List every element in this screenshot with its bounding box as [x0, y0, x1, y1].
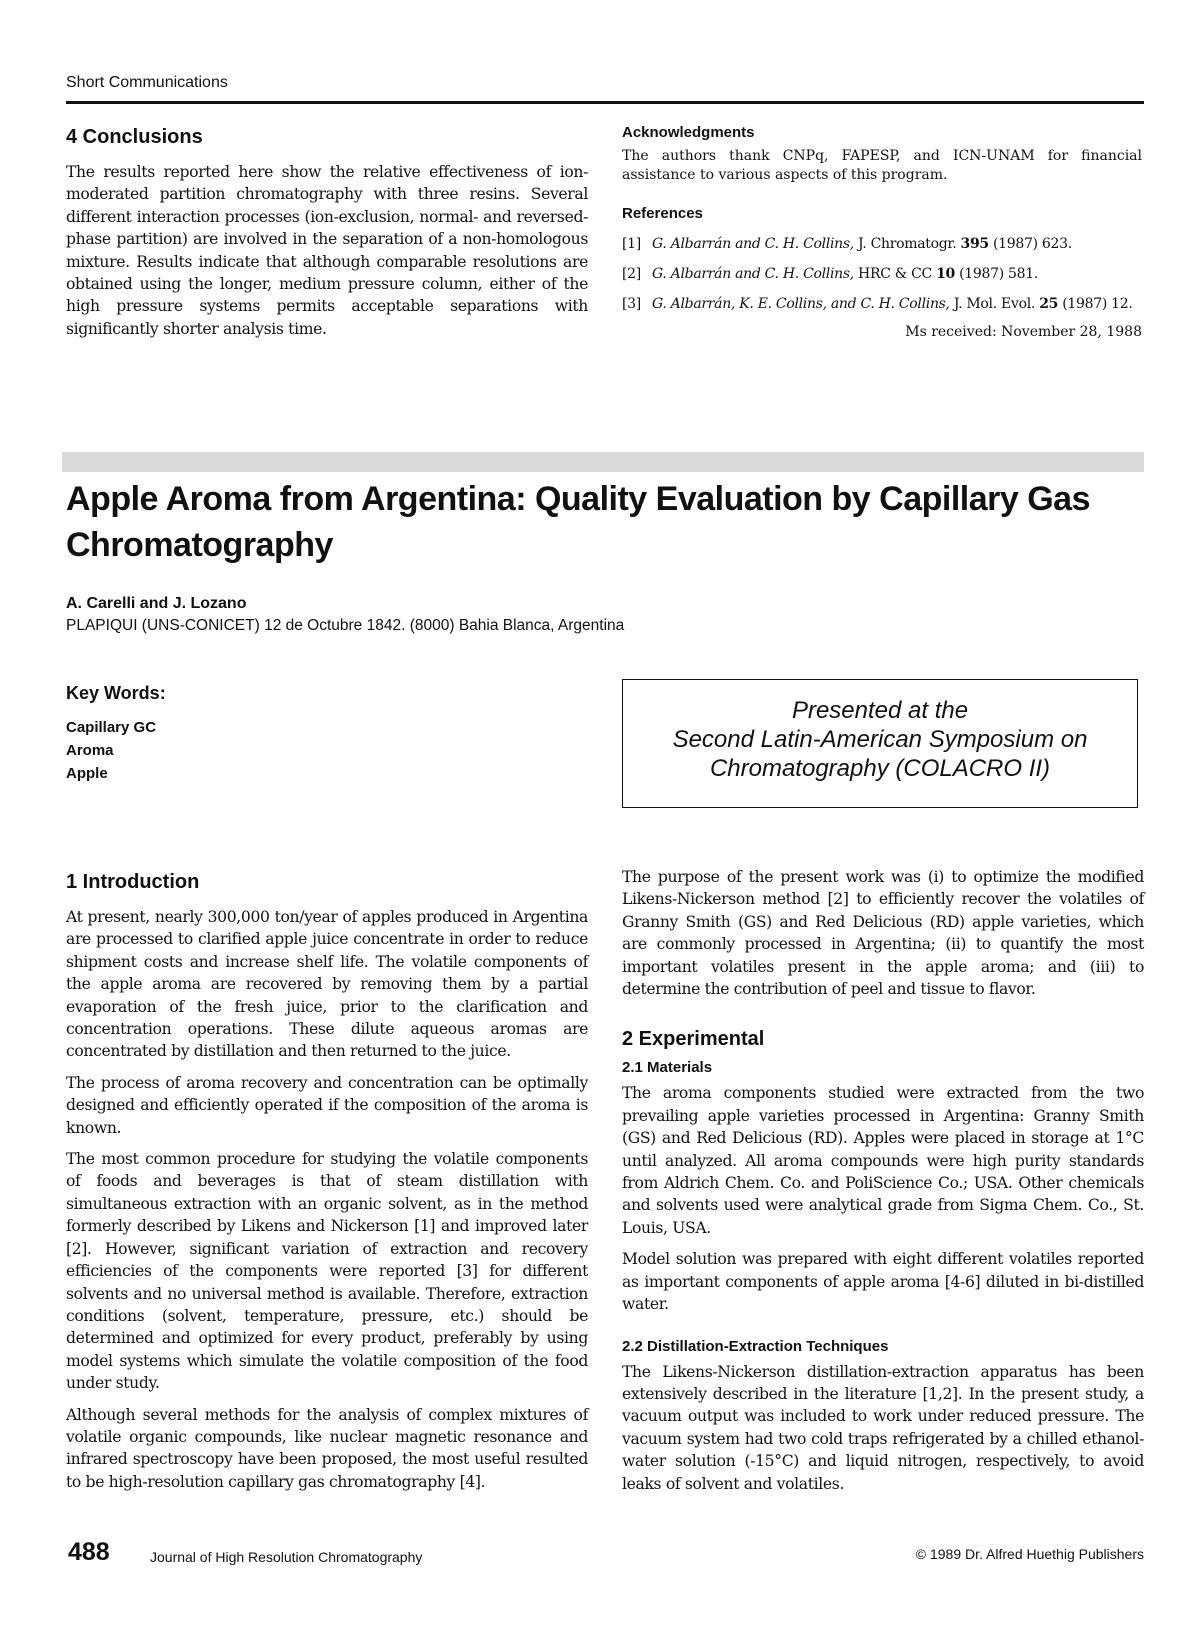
reference-number: [2] [622, 266, 641, 282]
header-rule [66, 101, 1144, 104]
reference-source: J. Mol. Evol. [949, 296, 1040, 312]
reference-source: J. Chromatogr. [853, 236, 961, 252]
materials-paragraph: Model solution was prepared with eight different volatiles reported as important components of apple aroma [4-6] diluted in bi-distilled water. [622, 1250, 1144, 1314]
intro-paragraph: The process of aroma recovery and concentration can be optimally designed and efficiently operated if the composition of the aroma is known. [66, 1073, 588, 1137]
references-heading: References [622, 205, 703, 222]
intro-paragraph: The most common procedure for studying the volatile components of foods and beverages is that of steam distillation with simultaneous extraction with an organic solvent, as in the method formerly described by Likens and Nickerson [1] and improved later [2]. However, significant variation of extraction and recovery efficiencies of the components were reported [3] for different solvents and no universal method is available. Therefore, extraction conditions (solvent, temperature, pressure, etc.) should be determined and optimized for every product, preferably by using model systems which simulate the volatile composition of the food under study. [66, 1150, 588, 1393]
reference-number: [3] [622, 296, 641, 312]
reference-authors: G. Albarrán and C. H. Collins, [652, 236, 854, 252]
conclusions-text: The results reported here show the relative effectiveness of ion-moderated partition chromatography with three resins. Several different interaction processes (ion-exclusion, normal- and reversed-phase partition) are involved in the separation of a non-homologous mixture. Results indicate that although comparable resolutions are obtained using the longer, medium pressure column, either of the high pressure systems permits acceptable separations with significantly shorter analysis time. [66, 163, 588, 338]
purpose-paragraph: The purpose of the present work was (i) to optimize the modified Likens-Nickerson method [2] to efficiently recover the volatiles of Granny Smith (GS) and Red Delicious (RD) apple varieties, which are commonly processed in Argentina; (ii) to quantify the most important volatiles present in the apple aroma; and (iii) to determine the contribution of peel and tissue to flavor. [622, 868, 1144, 999]
introduction-section [66, 871, 588, 1502]
article-authors: A. Carelli and J. Lozano [66, 595, 247, 612]
article-affiliation: PLAPIQUI (UNS-CONICET) 12 de Octubre 1842. (8000) Bahia Blanca, Argentina [66, 617, 625, 634]
presented-line: Presented at the [791, 697, 969, 724]
reference-volume: 10 [936, 266, 955, 282]
keywords-heading: Key Words: [66, 683, 166, 703]
reference-volume: 25 [1039, 296, 1059, 312]
copyright: © 1989 Dr. Alfred Huethig Publishers [915, 1546, 1144, 1562]
received-date: Ms received: November 28, 1988 [905, 324, 1142, 340]
reference-year-page: (1987) 12. [1058, 296, 1133, 312]
reference-item [622, 264, 1142, 284]
reference-volume: 395 [960, 236, 989, 252]
article-separator-bar [62, 452, 1144, 472]
reference-source: HRC & CC [853, 266, 937, 282]
keyword-item: Aroma [66, 742, 114, 759]
right-column [622, 866, 1144, 1504]
conclusions-heading: 4 Conclusions [66, 126, 203, 148]
reference-authors: G. Albarrán, K. E. Collins, and C. H. Collins, [652, 296, 950, 312]
keywords-block [66, 683, 166, 785]
introduction-heading: 1 Introduction [66, 871, 200, 893]
reference-item [622, 294, 1142, 314]
materials-heading: 2.1 Materials [622, 1059, 713, 1077]
distillation-paragraph: The Likens-Nickerson distillation-extraction apparatus has been extensively described in the literature [1,2]. In the present study, a vacuum output was included to work under reduced pressure. The vacuum system had two cold traps refrigerated by a chilled ethanol-water solution (-15°C) and liquid nitrogen, respectively, to avoid leaks of solvent and volatiles. [622, 1362, 1144, 1493]
experimental-heading: 2 Experimental [622, 1028, 765, 1051]
reference-authors: G. Albarrán and C. H. Collins, [652, 266, 854, 282]
article-title: Apple Aroma from Argentina: Quality Evaluation by Capillary Gas Chromatography [66, 480, 1090, 564]
running-header: Short Communications [66, 74, 228, 91]
reference-year-page: (1987) 581. [954, 266, 1038, 282]
presented-line: Chromatography (COLACRO II) [709, 755, 1051, 782]
reference-item [622, 234, 1142, 254]
intro-paragraph: Although several methods for the analysis of complex mixtures of volatile organic compounds, like nuclear magnetic resonance and infrared spectroscopy have been proposed, the most useful resulted to be high-resolution capillary gas chromatography [4]. [66, 1405, 588, 1491]
presented-line: Second Latin-American Symposium on [672, 726, 1088, 753]
keyword-item: Capillary GC [66, 719, 157, 736]
presented-at-box [622, 679, 1138, 808]
journal-name: Journal of High Resolution Chromatography [150, 1549, 423, 1565]
acknowledgments-heading: Acknowledgments [622, 124, 755, 141]
conclusions-section [66, 126, 588, 349]
materials-paragraph: The aroma components studied were extracted from the two prevailing apple varieties processed in Argentina: Granny Smith (GS) and Red Delicious (RD). Apples were placed in storage at 1°C until analyzed. All aroma compounds were high purity standards from Aldrich Chem. Co. and PoliScience Co.; USA. Other chemicals and solvents used were analytical grade from Sigma Chem. Co., St. Louis, USA. [622, 1084, 1144, 1237]
back-matter [622, 124, 1142, 340]
reference-number: [1] [622, 236, 641, 252]
page-number: 488 [68, 1538, 110, 1566]
distillation-heading: 2.2 Distillation-Extraction Techniques [622, 1337, 889, 1355]
keyword-item: Apple [66, 765, 108, 782]
acknowledgments-text: The authors thank CNPq, FAPESP, and ICN-UNAM for financial assistance to various aspects of this program. [622, 148, 1142, 183]
reference-year-page: (1987) 623. [988, 236, 1072, 252]
intro-paragraph: At present, nearly 300,000 ton/year of apples produced in Argentina are processed to clarified apple juice concentrate in order to reduce shipment costs and increase shelf life. The volatile components of the apple aroma are recovered by removing them by a partial evaporation of the fresh juice, prior to the clarification and concentration operations. These dilute aqueous aromas are concentrated by distillation and then returned to the juice. [66, 908, 588, 1061]
